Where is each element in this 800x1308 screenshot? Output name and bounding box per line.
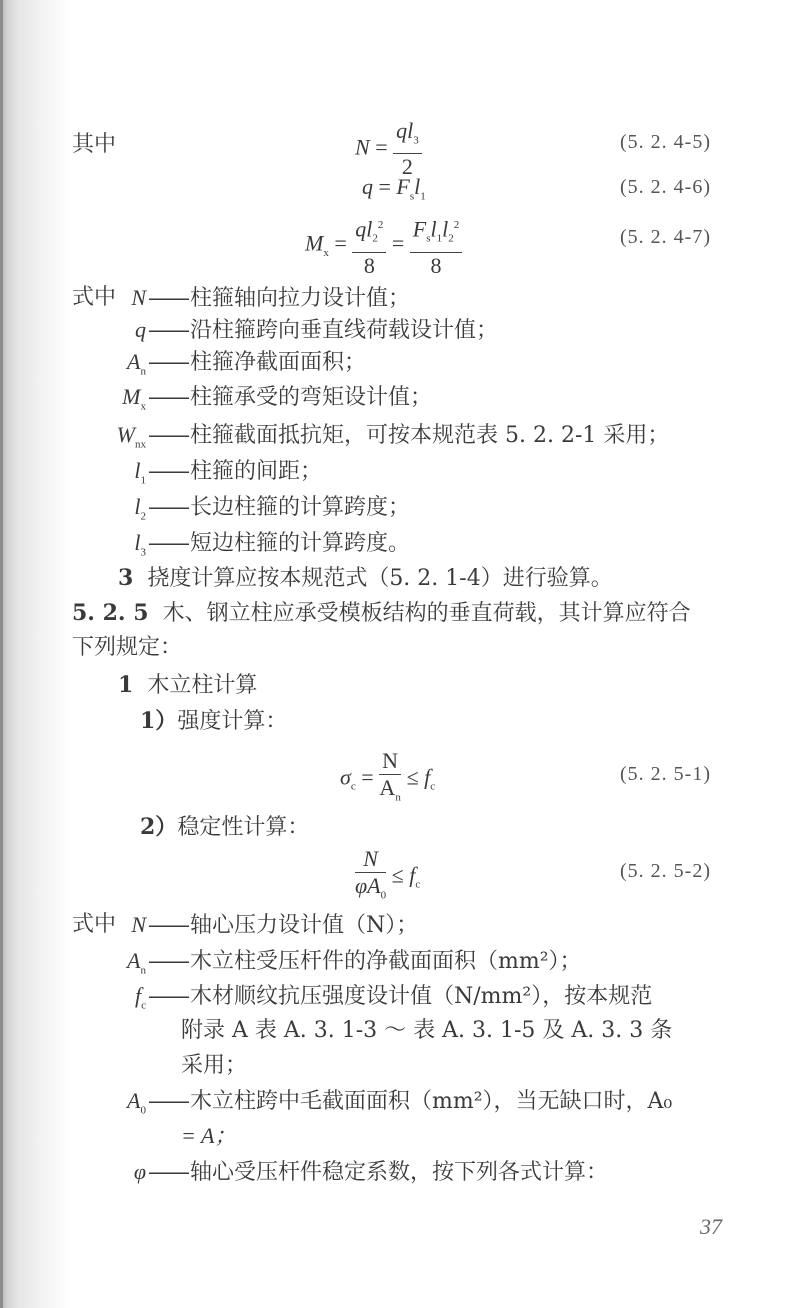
eq-lhs: N <box>355 134 370 160</box>
equation-number: (5. 2. 4-5) <box>620 131 711 153</box>
equation-5-2-5-1: $\sigma_c$ = $\frac{N}{A_n}$ ≤ $f_c$ <box>340 748 435 810</box>
denominator: 2 <box>401 154 413 180</box>
definition-text: 短边柱箍的计算跨度。 <box>190 531 411 556</box>
eq-rhs: f <box>424 764 431 790</box>
numerator-sup: 2 <box>377 219 384 231</box>
numerator-sub: 2 <box>448 232 454 245</box>
em-dash: —— <box>148 318 188 343</box>
numerator-sup: 2 <box>453 219 460 231</box>
where-label: 式中 <box>72 285 117 310</box>
em-dash: —— <box>148 531 188 556</box>
symbol-sub: n <box>140 964 146 977</box>
symbol-main: N <box>131 912 146 937</box>
eq-rhs: f <box>409 862 416 888</box>
numerator-l1: l <box>430 216 437 242</box>
denominator: 8 <box>430 252 442 278</box>
em-dash: —— <box>148 459 188 484</box>
equation-number: (5. 2. 5-1) <box>620 763 711 785</box>
definition-row <box>56 347 366 386</box>
section-number: 5. 2. 5 <box>72 600 149 626</box>
numerator-sub: s <box>426 232 431 245</box>
equation-5-2-4-5: N = $\frac{ql_3}{2}$ <box>355 118 422 180</box>
list-item-3 <box>118 563 613 594</box>
definition-row <box>56 492 410 531</box>
em-dash: —— <box>148 495 188 520</box>
definition-text: 柱箍的间距； <box>190 459 323 484</box>
numerator: ql <box>396 118 414 143</box>
symbol-sub: 2 <box>140 510 146 523</box>
eq-rhs-F: F <box>396 174 410 199</box>
eq-lhs: M <box>305 230 324 256</box>
definition-row <box>56 981 652 1020</box>
symbol-main: N <box>131 285 146 310</box>
numerator-sub: 3 <box>413 134 419 147</box>
definition-row <box>56 1086 672 1125</box>
definition-row <box>56 910 418 949</box>
definition-text: 轴心压力设计值（N）； <box>190 913 419 938</box>
symbol-sub: nx <box>135 438 146 451</box>
equation-5-2-4-6: $q = F_sl_1$ <box>362 174 426 203</box>
equation-number: (5. 2. 4-6) <box>620 176 711 198</box>
numerator: N <box>379 748 401 775</box>
equation-number: (5. 2. 5-2) <box>620 860 711 882</box>
em-dash: —— <box>148 984 188 1009</box>
symbol <box>56 347 146 386</box>
relation: ≤ <box>391 862 404 888</box>
definition-row <box>56 382 432 421</box>
symbol <box>56 492 146 531</box>
symbol <box>56 981 146 1020</box>
em-dash: —— <box>148 350 188 375</box>
definition-text: 柱箍轴向拉力设计值； <box>190 286 411 311</box>
symbol-main: φ <box>133 1159 146 1184</box>
symbol-sub: x <box>140 400 146 413</box>
symbol-sub: c <box>141 999 146 1012</box>
list-number: 1 <box>118 672 134 698</box>
symbol-main: l <box>134 458 141 483</box>
page-edge <box>0 0 3 1308</box>
definition-row <box>56 528 410 567</box>
definition-row <box>56 946 582 985</box>
numerator: ql <box>355 216 373 242</box>
definition-continuation: 采用； <box>181 1053 248 1078</box>
fraction <box>410 212 462 279</box>
eq-rhs-sub: s <box>409 190 415 203</box>
denominator: A <box>379 775 396 800</box>
eq-lhs-sub: x <box>323 246 329 259</box>
sub-item-2 <box>140 812 309 843</box>
relation: ≤ <box>406 764 419 790</box>
em-dash: —— <box>148 286 188 311</box>
section-5-2-5-cont: 下列规定： <box>72 635 183 660</box>
eq-rhs-l: l <box>414 174 421 199</box>
fraction <box>355 846 386 908</box>
numerator-sub: 2 <box>372 232 378 245</box>
definition-row <box>56 456 322 495</box>
eq-rhs-sub: c <box>430 780 436 793</box>
symbol-main: f <box>134 983 142 1008</box>
eq-rhs-sub: 1 <box>420 190 426 203</box>
equation-5-2-4-7: $M_x$ = $\frac{ql_2^2}{8}$ = $\frac{F_sl_1l_2^2}{8}$ <box>305 212 462 279</box>
definition-text: 柱箍净截面面积； <box>190 350 367 375</box>
symbol-sub: 1 <box>140 474 146 487</box>
numerator-l2: l <box>442 216 449 242</box>
symbol-sub: 3 <box>140 546 146 559</box>
list-number: 3 <box>118 565 134 591</box>
where-label: 式中 <box>72 912 117 937</box>
list-text: 木立柱计算 <box>147 673 258 698</box>
numerator-sub: 1 <box>436 232 443 245</box>
eq-lhs: σ <box>340 764 351 790</box>
fraction <box>379 748 401 810</box>
em-dash: —— <box>148 913 188 938</box>
denominator-sub: 0 <box>380 889 387 902</box>
em-dash: —— <box>148 423 188 448</box>
em-dash: —— <box>148 949 188 974</box>
eq-lhs-sub: c <box>350 780 356 793</box>
definition-text: 长边柱箍的计算跨度； <box>190 495 411 520</box>
definition-text: 轴心受压杆件稳定系数，按下列各式计算： <box>190 1160 609 1185</box>
symbol-main: A <box>127 1088 141 1113</box>
symbol <box>56 1086 146 1125</box>
numerator-F: F <box>412 216 427 242</box>
em-dash: —— <box>148 385 188 410</box>
list-item-1 <box>118 670 257 701</box>
fraction <box>393 118 422 180</box>
em-dash: —— <box>148 1089 188 1114</box>
symbol-sub: 0 <box>140 1104 146 1117</box>
page-number: 37 <box>700 1214 722 1239</box>
definition-text: 木材顺纹抗压强度设计值（N/mm²），按本规范 <box>190 984 653 1009</box>
sub-item-1 <box>140 706 287 737</box>
definition-text: 柱箍承受的弯矩设计值； <box>190 385 433 410</box>
symbol-sub: n <box>140 365 146 378</box>
intro-label: 其中 <box>72 132 117 157</box>
denominator-sub: n <box>395 791 401 804</box>
definition-row <box>56 1157 608 1196</box>
fraction <box>352 212 386 279</box>
sub-item-text: 强度计算： <box>177 709 288 734</box>
numerator: N <box>355 846 386 873</box>
definition-text: 沿柱箍跨向垂直线荷载设计值； <box>190 318 499 343</box>
symbol-main: M <box>122 384 141 409</box>
symbol <box>56 910 146 949</box>
eq-lhs: q <box>362 174 373 199</box>
list-text: 挠度计算应按本规范式（5. 2. 1-4）进行验算。 <box>147 566 613 591</box>
symbol-main: l <box>134 530 141 555</box>
sub-item-label: 2） <box>140 814 178 840</box>
section-text: 木、钢立柱应承受模板结构的垂直荷载，其计算应符合 <box>162 601 691 626</box>
symbol-main: A <box>127 948 141 973</box>
sub-item-label: 1） <box>140 708 178 734</box>
sub-item-text: 稳定性计算： <box>177 815 310 840</box>
symbol-main: l <box>134 494 141 519</box>
symbol <box>56 1157 146 1196</box>
symbol <box>56 420 146 459</box>
definition-continuation: = A； <box>181 1123 237 1148</box>
symbol-main: A <box>127 349 141 374</box>
equation-5-2-5-2 <box>355 846 420 908</box>
definition-text: 柱箍截面抵抗矩，可按本规范表 5. 2. 2-1 采用； <box>190 423 670 448</box>
definition-text: 木立柱受压杆件的净截面面积（mm²）； <box>190 949 582 974</box>
equation-number: (5. 2. 4-7) <box>620 226 711 248</box>
definition-continuation: 附录 A 表 A. 3. 1-3 ～ 表 A. 3. 1-5 及 A. 3. 3 条 <box>181 1018 673 1043</box>
denominator: φA <box>355 873 381 898</box>
symbol-main: q <box>135 317 146 342</box>
section-5-2-5 <box>72 598 691 629</box>
denominator: 8 <box>363 252 375 278</box>
symbol <box>56 946 146 985</box>
symbol <box>56 382 146 421</box>
eq-rhs-sub: c <box>415 878 421 891</box>
definition-text: 木立柱跨中毛截面面积（mm²），当无缺口时，A₀ <box>190 1089 673 1114</box>
symbol <box>56 456 146 495</box>
em-dash: —— <box>148 1160 188 1185</box>
definition-row <box>56 420 669 459</box>
symbol-main: W <box>116 422 135 447</box>
symbol <box>56 528 146 567</box>
